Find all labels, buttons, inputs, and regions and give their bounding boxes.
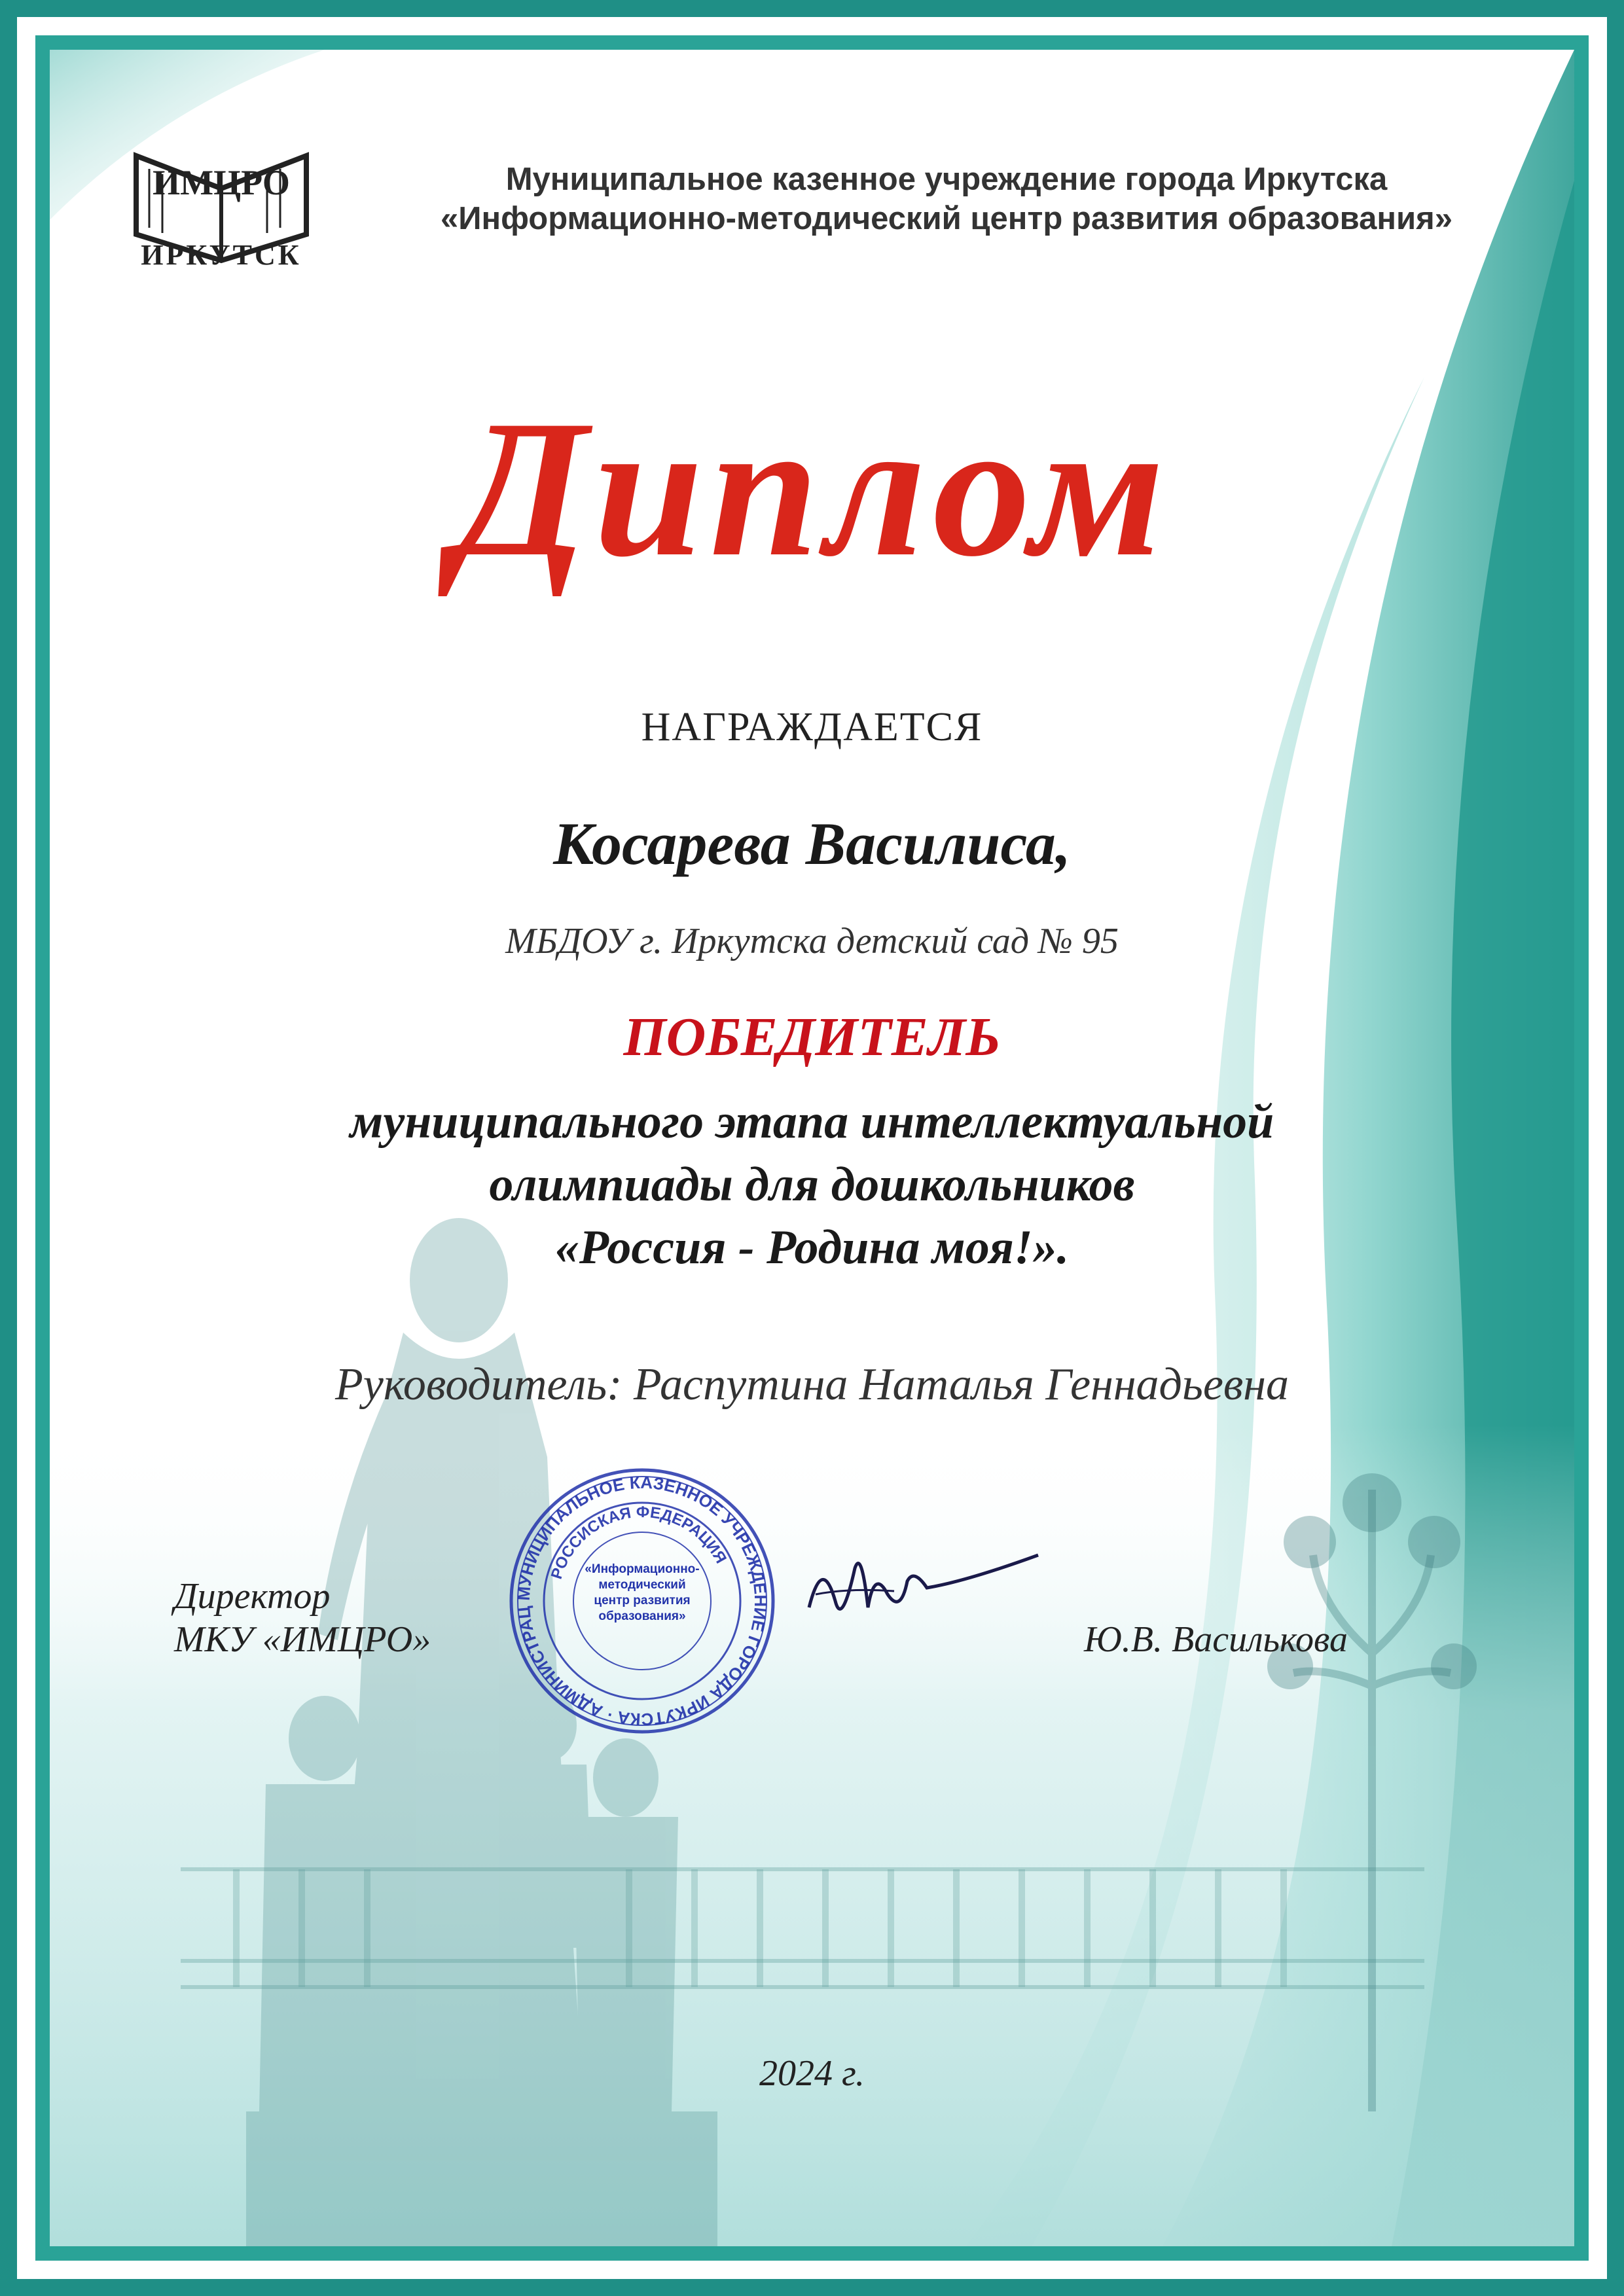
stamp-center-text: «Информационно-методический центр развития образования» xyxy=(585,1562,700,1623)
organization-line-2: «Информационно-методический центр развития образования» xyxy=(441,201,1453,236)
winner-status: ПОБЕДИТЕЛЬ xyxy=(623,1007,1001,1067)
logo-top-text: ИМЦРО xyxy=(153,163,290,202)
event-line-2: олимпиады для дошкольников xyxy=(489,1158,1135,1211)
position-line-1: Директор xyxy=(174,1576,331,1617)
diploma-sheet xyxy=(50,50,1574,2246)
diploma-title: Диплом xyxy=(453,380,1171,597)
recipient-school: МБДОУ г. Иркутска детский сад № 95 xyxy=(505,921,1119,961)
logo xyxy=(123,123,319,280)
organization-line-1: Муниципальное казенное учреждение города Иркутска xyxy=(505,162,1388,197)
logo-bottom-text: ИРКУТСК xyxy=(141,239,302,271)
official-stamp xyxy=(505,1463,780,1738)
position-line-2: МКУ «ИМЦРО» xyxy=(174,1619,431,1660)
handwritten-signature xyxy=(796,1529,1045,1660)
mentor-line: Руководитель: Распутина Наталья Геннадьевна xyxy=(334,1359,1289,1410)
event-description xyxy=(50,1090,1574,1279)
recipient-name: Косарева Василиса, xyxy=(553,810,1071,877)
organization-header xyxy=(416,160,1477,238)
director-position xyxy=(174,1575,431,1661)
event-line-3: «Россия - Родина моя!». xyxy=(554,1221,1070,1274)
awarded-label: НАГРАЖДАЕТСЯ xyxy=(641,705,983,749)
stamp-outer-ring: МУНИЦИПАЛЬНОЕ КАЗЕННОЕ УЧРЕЖДЕНИЕ ГОРОДА ИРКУТСКА · АДМИНИСТРАЦ xyxy=(513,1472,771,1730)
event-line-1: муниципального этапа интеллектуальной xyxy=(350,1095,1274,1149)
year: 2024 г. xyxy=(759,2053,865,2094)
director-name: Ю.В. Василькова xyxy=(1084,1619,1348,1660)
stamp-top-arc: РОССИСКАЯ ФЕДЕРАЦИЯ xyxy=(547,1503,730,1581)
